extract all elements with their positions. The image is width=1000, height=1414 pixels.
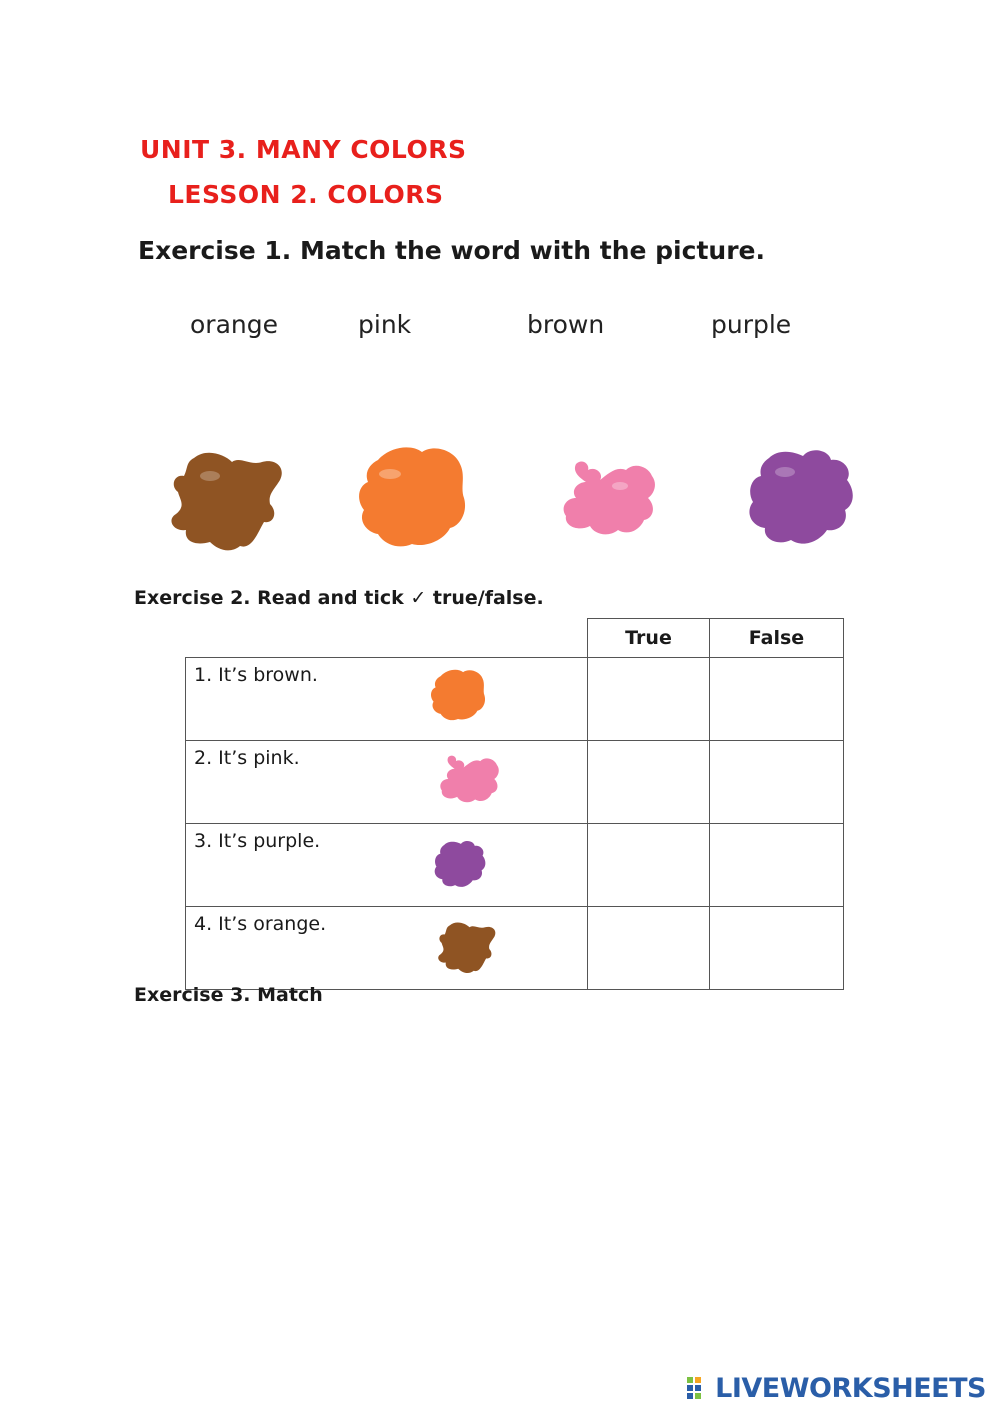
word-brown[interactable]: brown	[527, 310, 605, 339]
true-false-table	[185, 618, 844, 990]
statement-text: 2. It’s pink.	[194, 747, 300, 769]
orange-paint-splat-image[interactable]	[356, 444, 468, 550]
table-row	[186, 658, 844, 741]
false-tick-box[interactable]	[710, 907, 844, 990]
statement-cell	[186, 741, 588, 824]
purple-paint-splat-image[interactable]	[745, 444, 857, 550]
word-pink[interactable]: pink	[358, 310, 412, 339]
true-column-header: True	[588, 619, 710, 658]
true-tick-box[interactable]	[588, 741, 710, 824]
table-corner	[186, 619, 588, 658]
lesson-title: LESSON 2. COLORS	[168, 180, 444, 209]
false-tick-box[interactable]	[710, 658, 844, 741]
liveworksheets-logo-icon	[687, 1377, 709, 1401]
table-row	[186, 741, 844, 824]
true-tick-box[interactable]	[588, 907, 710, 990]
exercise-3-heading-text: Exercise 3. Match	[134, 984, 323, 1006]
table-row	[186, 907, 844, 990]
pink-paint-splat-image[interactable]	[560, 458, 660, 538]
liveworksheets-logo	[687, 1373, 986, 1404]
word-purple[interactable]: purple	[711, 310, 792, 339]
exercise-2-heading: Exercise 2. Read and tick ✓ true/false.	[134, 587, 544, 609]
exercise-1-heading: Exercise 1. Match the word with the picture.	[138, 236, 765, 265]
statement-text: 3. It’s purple.	[194, 830, 321, 852]
true-tick-box[interactable]	[588, 824, 710, 907]
brown-paint-splat-icon	[434, 919, 500, 977]
statement-cell	[186, 658, 588, 741]
purple-paint-splat-icon	[432, 838, 488, 890]
true-tick-box[interactable]	[588, 658, 710, 741]
exercise-3-heading-cut	[134, 984, 334, 1006]
statement-text: 4. It’s orange.	[194, 913, 327, 935]
brown-paint-splat-image[interactable]	[166, 446, 288, 558]
false-tick-box[interactable]	[710, 824, 844, 907]
pink-paint-splat-icon	[438, 753, 502, 805]
statement-cell	[186, 824, 588, 907]
false-tick-box[interactable]	[710, 741, 844, 824]
unit-title: UNIT 3. MANY COLORS	[140, 135, 467, 164]
false-column-header: False	[710, 619, 844, 658]
statement-text: 1. It’s brown.	[194, 664, 318, 686]
liveworksheets-logo-text: LIVEWORKSHEETS	[715, 1373, 986, 1404]
statement-cell	[186, 907, 588, 990]
word-orange[interactable]: orange	[190, 310, 278, 339]
orange-paint-splat-icon	[428, 668, 488, 722]
table-row	[186, 824, 844, 907]
